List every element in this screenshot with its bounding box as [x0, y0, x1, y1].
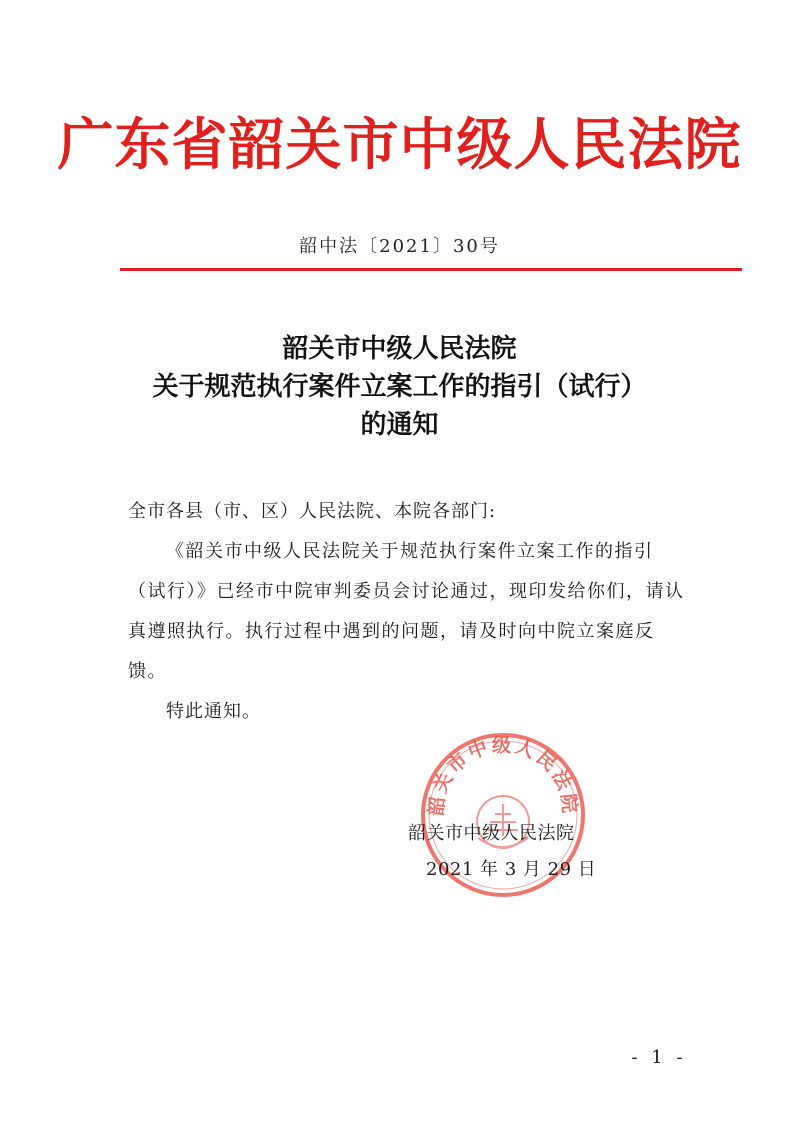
red-divider-rule	[120, 268, 742, 271]
seal-arc-text: 韶关市中级人民法院	[425, 734, 581, 817]
title-line-2: 关于规范执行案件立案工作的指引（试行）	[152, 372, 647, 402]
issuer-masthead: 广东省韶关市中级人民法院	[57, 112, 742, 178]
document-body	[128, 492, 688, 732]
title-line-3: 的通知	[360, 410, 439, 440]
signature-block	[408, 816, 628, 888]
signing-court: 韶关市中级人民法院	[408, 823, 575, 844]
recipient-line: 全市各县（市、区）人民法院、本院各部门:	[128, 501, 497, 522]
closing-line: 特此通知。	[166, 701, 261, 722]
signing-date: 2021 年 3 月 29 日	[426, 859, 597, 880]
title-line-1: 韶关市中级人民法院	[282, 334, 517, 364]
document-number: 韶中法〔2021〕30号	[299, 236, 500, 257]
document-title	[0, 330, 799, 444]
body-paragraph: 《韶关市中级人民法院关于规范执行案件立案工作的指引（试行）》已经市中院审判委员会讨论通过，现印发给你们，请认真遵照执行。执行过程中遇到的问题，请及时向中院立案庭反馈。	[128, 541, 685, 682]
page-number: - 1 -	[631, 1047, 687, 1068]
